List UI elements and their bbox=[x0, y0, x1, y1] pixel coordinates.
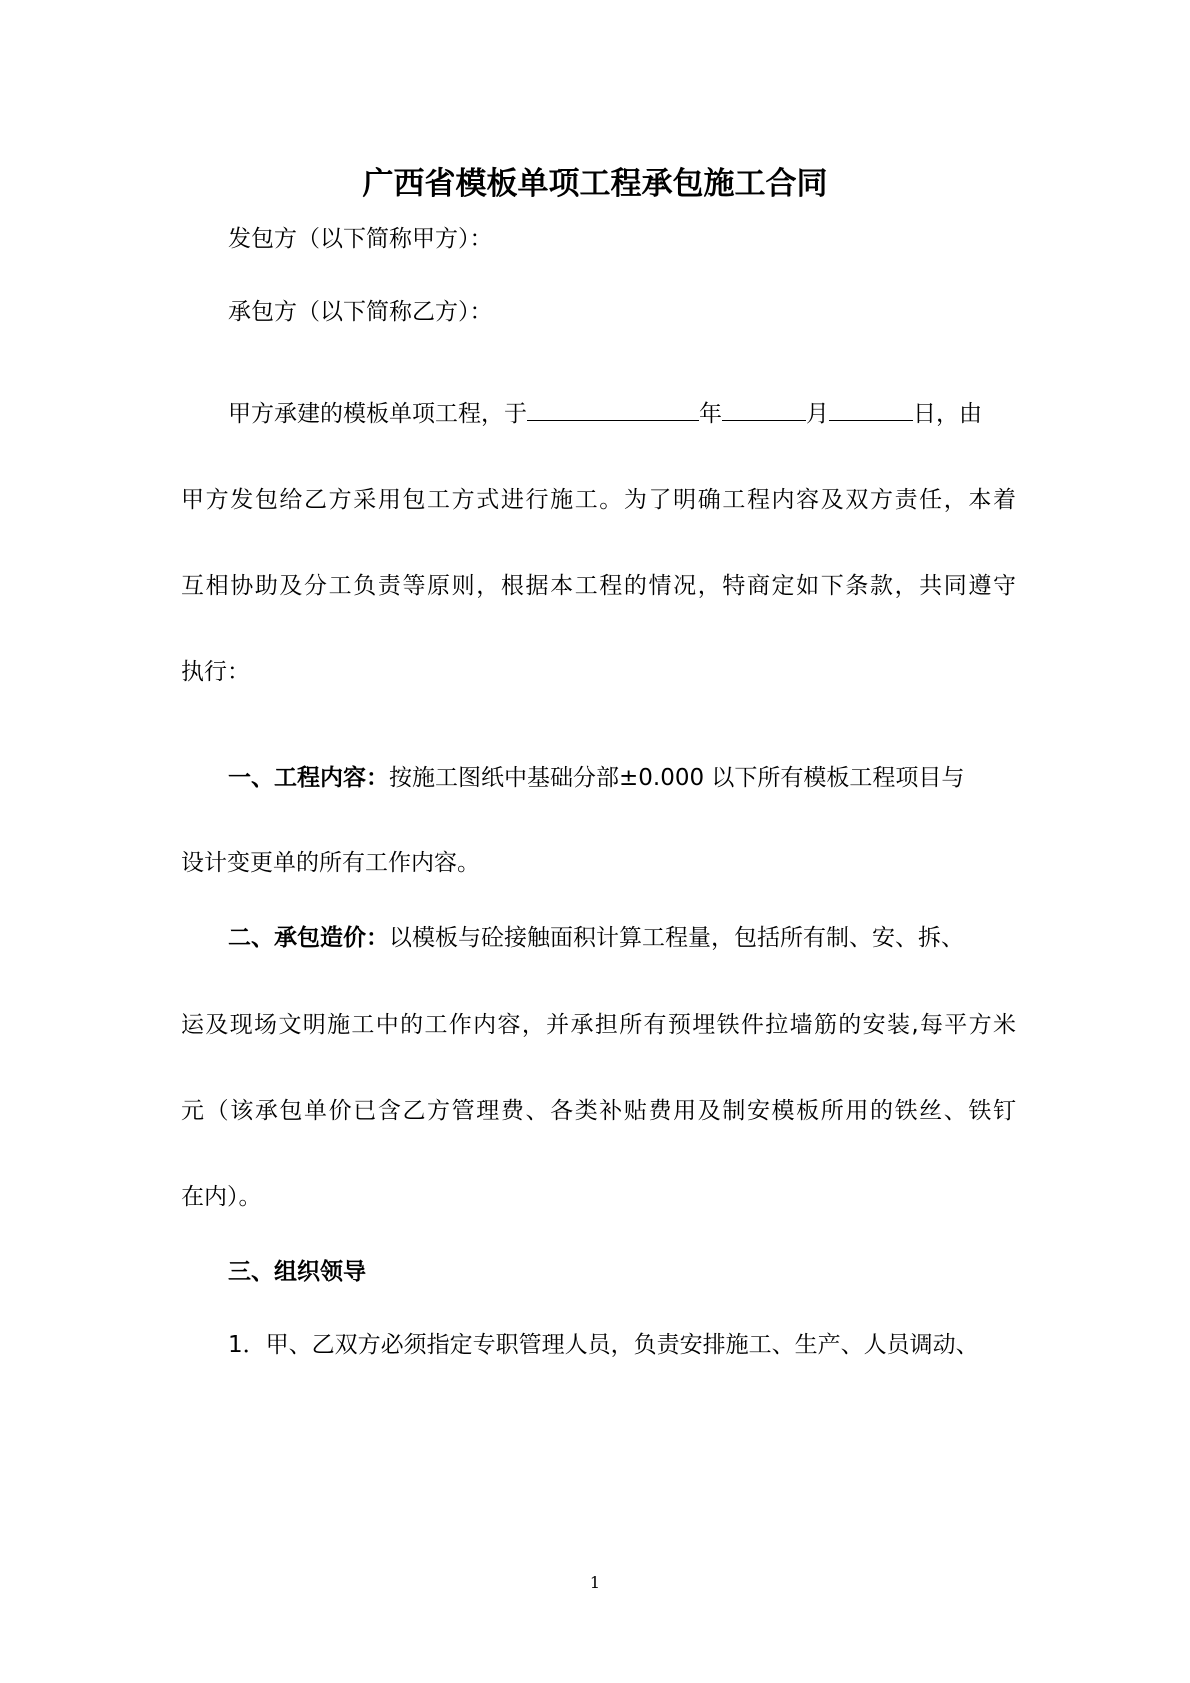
contractor-label: 承包方（以下简称乙方）： bbox=[228, 299, 493, 325]
section3-heading: 三、组织领导 bbox=[228, 1259, 366, 1285]
date-blank-month bbox=[722, 396, 806, 421]
section2-heading: 二、承包造价： bbox=[228, 925, 389, 951]
month-label: 月 bbox=[806, 401, 829, 427]
intro-line-4: 执行： bbox=[181, 659, 250, 685]
section3-item-1: 1．甲、乙双方必须指定专职管理人员，负责安排施工、生产、人员调动、 bbox=[228, 1332, 979, 1358]
day-label: 日，由 bbox=[913, 401, 982, 427]
section1-heading: 一、工程内容： bbox=[228, 765, 389, 791]
section1-line-2: 设计变更单的所有工作内容。 bbox=[181, 850, 480, 876]
date-blank-day bbox=[829, 396, 913, 421]
section2-line-4: 在内）。 bbox=[181, 1184, 262, 1210]
section1-line-1 bbox=[181, 758, 1063, 798]
page-number: 1 bbox=[589, 1573, 601, 1592]
section2-text: 以模板与砼接触面积计算工程量，包括所有制、安、拆、 bbox=[389, 925, 964, 951]
section1-text: 按施工图纸中基础分部±0.000 以下所有模板工程项目与 bbox=[389, 765, 965, 791]
employer-label: 发包方（以下简称甲方）： bbox=[228, 226, 493, 252]
section2-line-3: 元（该承包单价已含乙方管理费、各类补贴费用及制安模板所用的铁丝、铁钉 bbox=[181, 1098, 1016, 1124]
intro-line-1 bbox=[181, 394, 1063, 434]
year-label: 年 bbox=[699, 401, 722, 427]
contract-title: 广西省模板单项工程承包施工合同 bbox=[362, 166, 828, 202]
section2-line-1 bbox=[181, 918, 1063, 958]
intro-text: 甲方承建的模板单项工程，于 bbox=[228, 401, 527, 427]
date-blank-year bbox=[527, 396, 699, 421]
intro-line-2: 甲方发包给乙方采用包工方式进行施工。为了明确工程内容及双方责任，本着 bbox=[181, 487, 1016, 513]
section2-line-2: 运及现场文明施工中的工作内容，并承担所有预埋铁件拉墙筋的安装,每平方米 bbox=[181, 1012, 1016, 1038]
intro-line-3: 互相协助及分工负责等原则，根据本工程的情况，特商定如下条款，共同遵守 bbox=[181, 573, 1016, 599]
